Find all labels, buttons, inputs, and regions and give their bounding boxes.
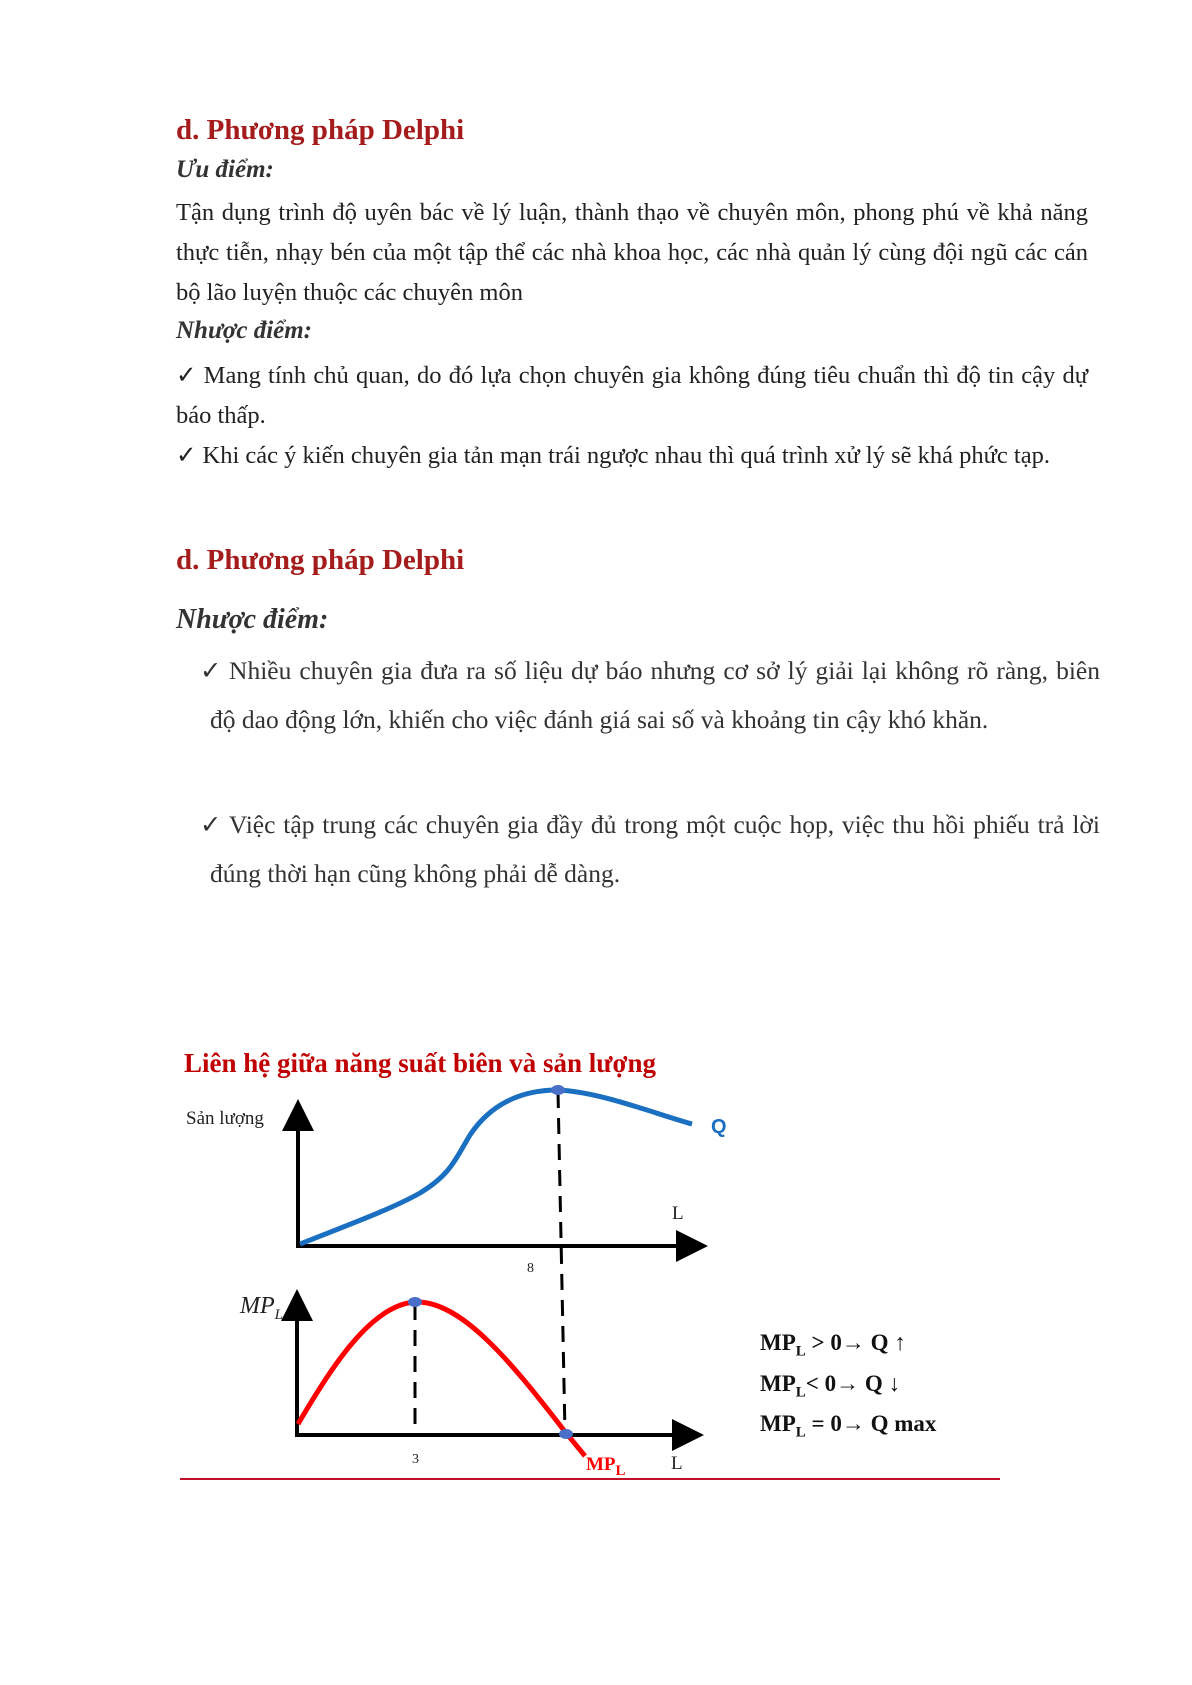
top-x-label: L: [672, 1203, 684, 1224]
mpl-curve: [298, 1302, 585, 1456]
tick-3: 3: [412, 1452, 419, 1467]
q-max-dashed-line: [558, 1092, 565, 1433]
disadvantage-item-1: ✓ Mang tính chủ quan, do đó lựa chọn chuyên gia không đúng tiêu chuẩn thì độ tin cậy dự báo thấp.: [176, 362, 1088, 429]
advantages-label: Ưu điểm:: [176, 156, 274, 183]
section1-title: d. Phương pháp Delphi: [176, 114, 465, 146]
diagram-title: Liên hệ giữa năng suất biên và sản lượng: [184, 1048, 656, 1078]
advantages-text: Tận dụng trình độ uyên bác về lý luận, thành thạo về chuyên môn, phong phú về khả năng thực tiễn, nhạy bén của một tập thể các nhà khoa học, các nhà quản lý cùng đội ngũ các cán bộ lão luyện thuộc các chuyên môn: [176, 199, 1088, 306]
rule-zero: $MP_L = 0\to Q$ max: [760, 1411, 937, 1441]
bottom-x-label: L: [671, 1453, 683, 1474]
mpl-zero-point: [559, 1429, 573, 1439]
mpl-max-point: [408, 1297, 422, 1307]
q-curve: [300, 1090, 692, 1244]
mpl-rules: [760, 1327, 936, 1449]
top-y-label: Sản lượng: [186, 1108, 264, 1129]
check-icon: ✓: [176, 442, 197, 469]
disadvantages-label: Nhược điểm:: [176, 317, 313, 344]
check-icon: ✓: [200, 810, 223, 839]
tick-8: 8: [527, 1261, 534, 1276]
rule-negative: $MP_L< 0\to Q$ ↓: [760, 1370, 901, 1401]
check-icon: ✓: [176, 362, 198, 389]
mpl-curve-label: $MP_L$: [586, 1454, 626, 1479]
section2-item-1: ✓ Nhiều chuyên gia đưa ra số liệu dự báo nhưng cơ sở lý giải lại không rõ ràng, biên độ dao động lớn, khiến cho việc đánh giá sai số và khoảng tin cậy khó khăn.: [200, 656, 1100, 734]
section2-disadvantages-label: Nhược điểm:: [176, 604, 329, 635]
check-icon: ✓: [200, 656, 224, 685]
q-label: Q: [711, 1116, 727, 1138]
rule-positive: $MP_L > 0\to Q$ ↑: [760, 1330, 906, 1360]
section2-title: d. Phương pháp Delphi: [176, 544, 465, 576]
disadvantage-item-2: ✓ Khi các ý kiến chuyên gia tản mạn trái ngược nhau thì quá trình xử lý sẽ khá phức tạp.: [176, 442, 1050, 469]
q-max-point: [551, 1085, 565, 1095]
bottom-y-label: $MP_L$: [240, 1293, 283, 1323]
section2-item-2: ✓ Việc tập trung các chuyên gia đầy đủ trong một cuộc họp, việc thu hồi phiếu trả lời đúng thời hạn cũng không phải dễ dàng.: [200, 810, 1100, 888]
